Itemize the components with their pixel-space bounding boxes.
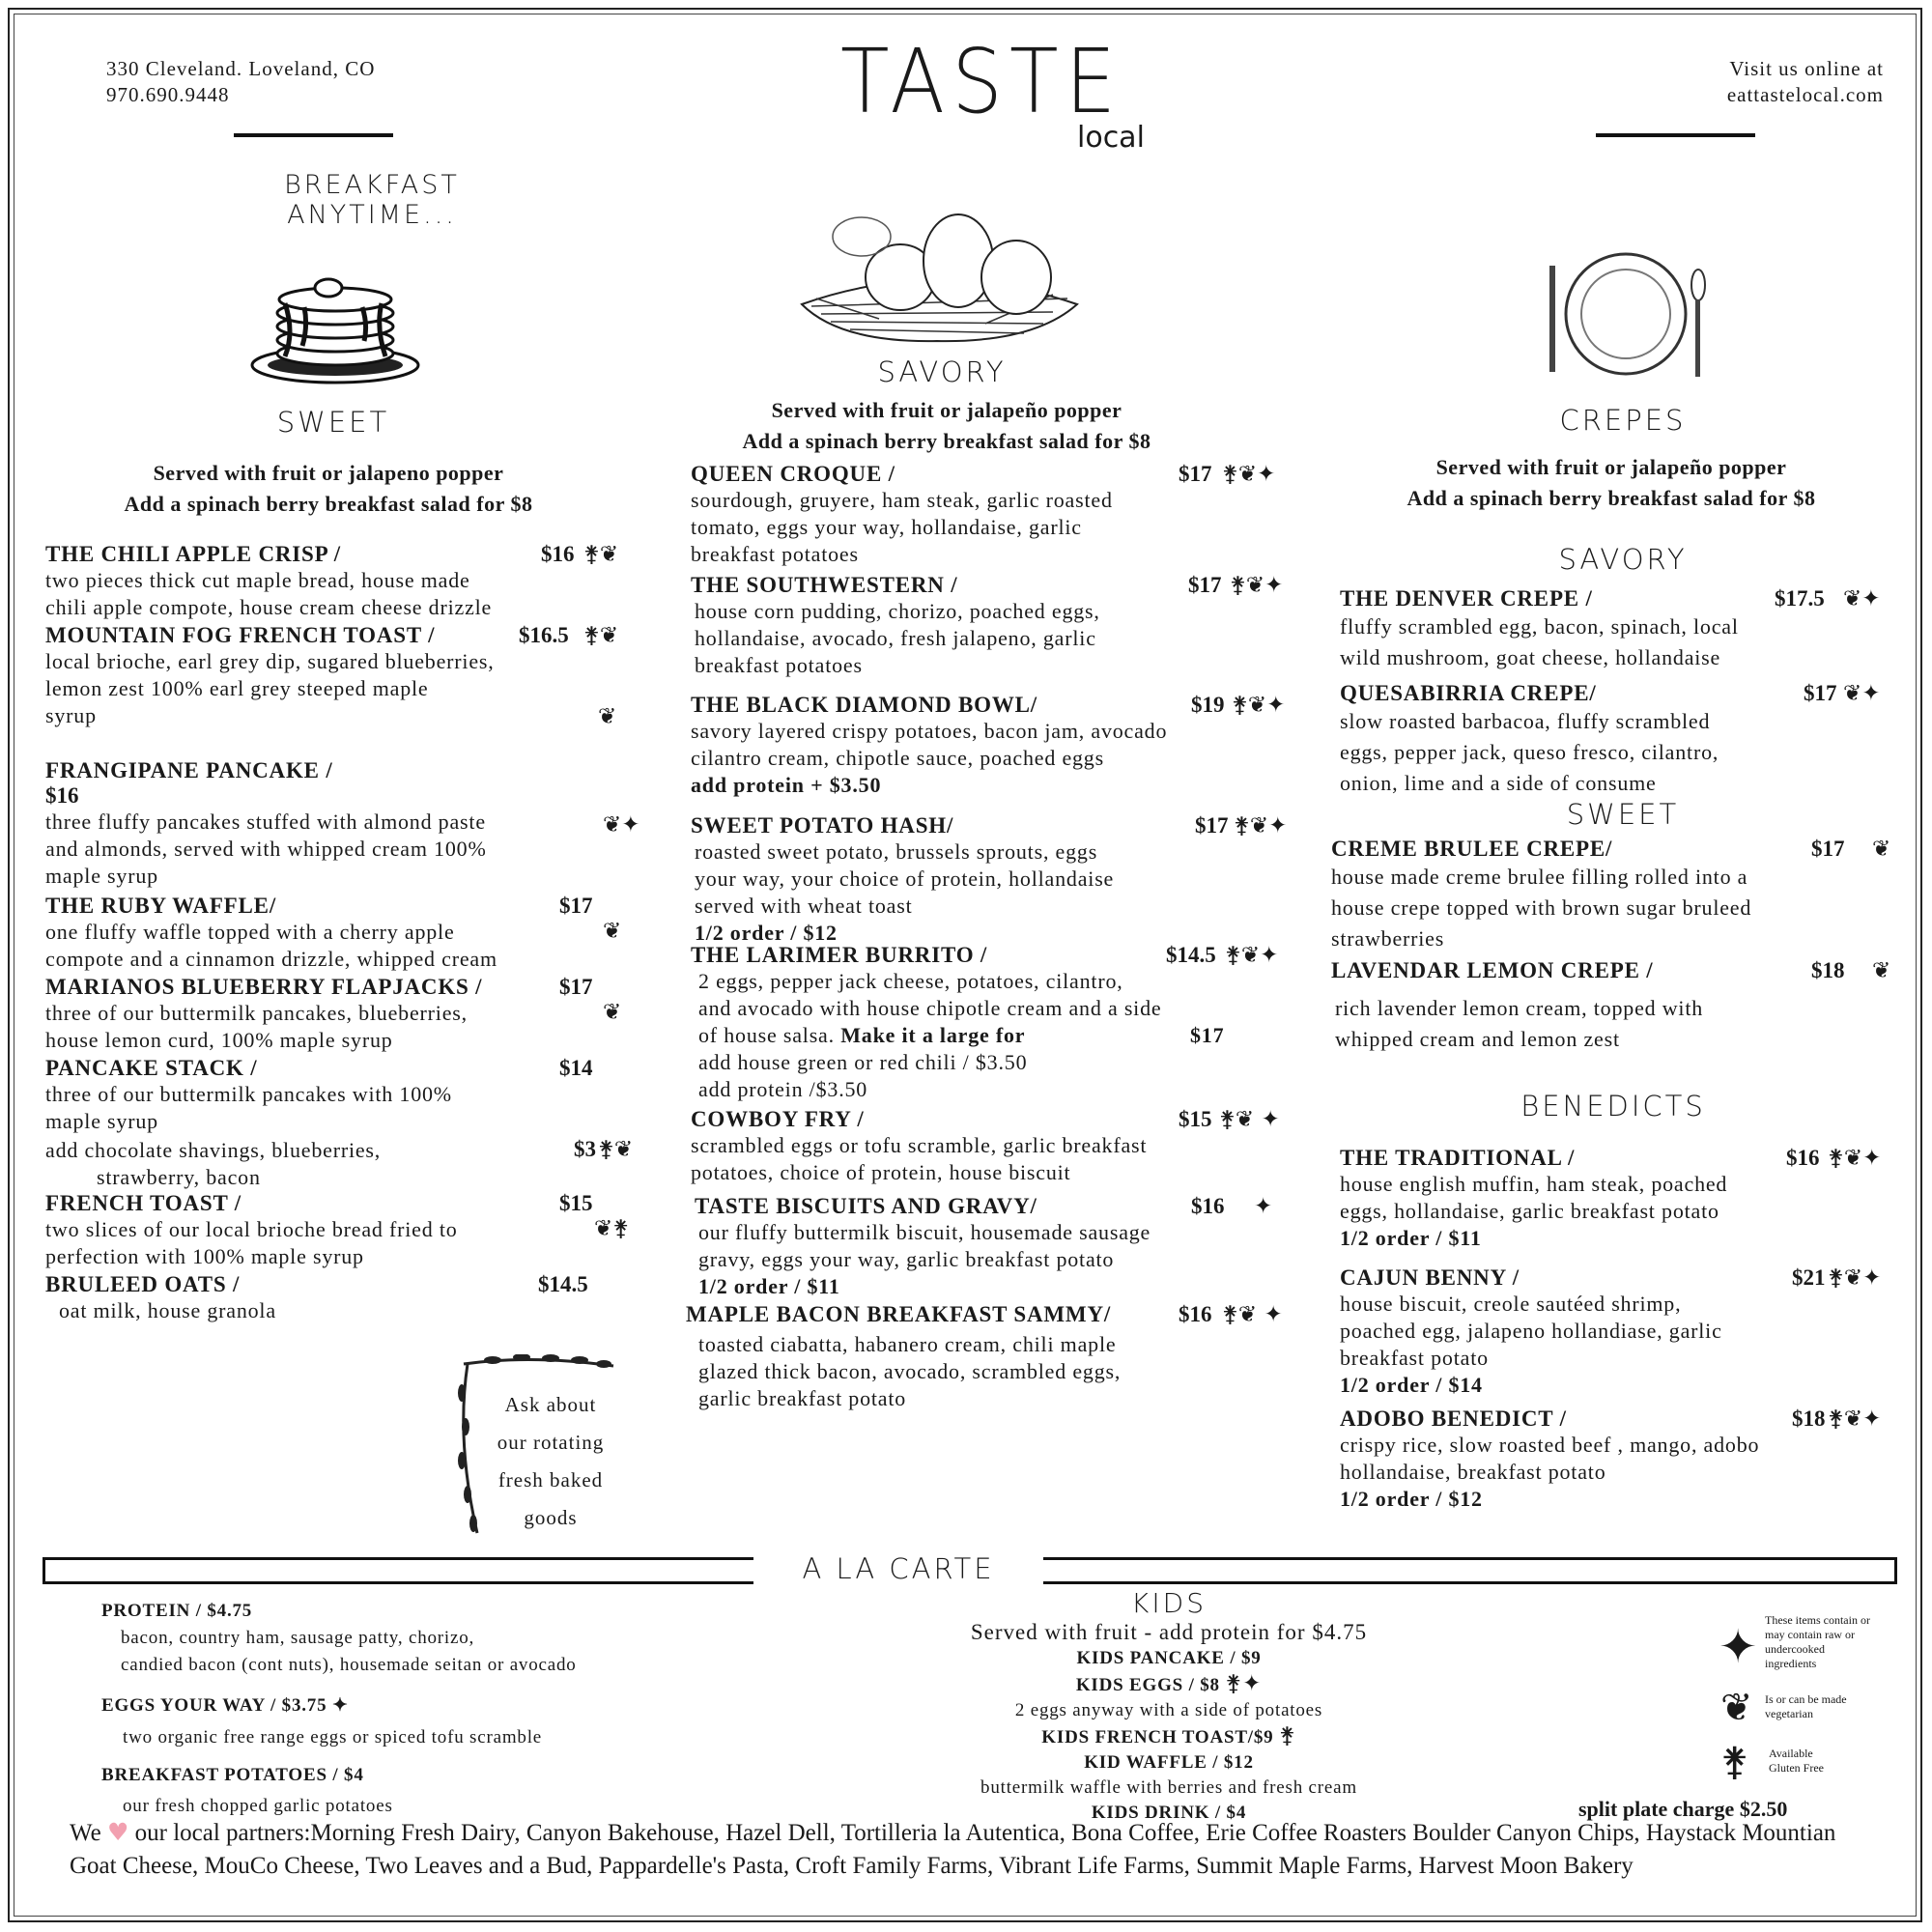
item-desc: breakfast potatoes xyxy=(695,653,863,677)
savory-served xyxy=(657,395,1236,457)
sweet-served-line2: Add a spinach berry breakfast salad for $8 xyxy=(124,492,533,516)
item-desc: 2 eggs, pepper jack cheese, potatoes, cilantro, xyxy=(698,969,1123,993)
eggs-nest-illustration xyxy=(792,198,1087,343)
menu-item xyxy=(1340,681,1890,797)
menu-item xyxy=(45,758,640,894)
item-price: $16 xyxy=(541,542,575,566)
leaf-icon: ❦ xyxy=(1245,573,1265,598)
legend-line: ingredients xyxy=(1765,1657,1817,1670)
leaf-icon: ❦ xyxy=(613,1137,634,1162)
menu-item xyxy=(45,1056,635,1137)
item-extra: 1/2 order / $14 xyxy=(1340,1373,1483,1397)
item-name: THE RUBY WAFFLE/ xyxy=(45,894,277,918)
item-price: $16 xyxy=(1786,1146,1820,1170)
ask-about-note xyxy=(478,1386,623,1537)
item-desc: hollandaise, breakfast potato xyxy=(1340,1460,1606,1484)
alc-item-desc: our fresh chopped garlic potatoes xyxy=(123,1796,393,1816)
item-desc: breakfast potatoes xyxy=(691,542,859,566)
item-desc: one fluffy waffle topped with a cherry apple xyxy=(45,920,455,944)
large-price: $17 xyxy=(1190,1023,1225,1047)
savory-served-line2: Add a spinach berry breakfast salad for $8 xyxy=(742,429,1151,453)
sweet-served-line1: Served with fruit or jalapeno popper xyxy=(153,461,504,485)
alc-item-name: PROTEIN / $4.75 xyxy=(101,1601,253,1621)
partners-prefix: We xyxy=(70,1820,101,1846)
item-name: MOUNTAIN FOG FRENCH TOAST / xyxy=(45,623,436,647)
item-desc: breakfast potato xyxy=(1340,1346,1489,1370)
item-name: THE CHILI APPLE CRISP / xyxy=(45,542,341,566)
four-point-star-icon: ✦ xyxy=(1242,1671,1263,1696)
wheat-icon: ⚵❦ xyxy=(583,623,619,648)
divider-right xyxy=(1596,133,1755,137)
item-desc: house corn pudding, chorizo, poached eggs, xyxy=(695,599,1100,623)
legend-raw-text xyxy=(1765,1613,1900,1671)
item-extra: 1/2 order / $11 xyxy=(1340,1226,1482,1250)
item-desc: potatoes, choice of protein, house biscuit xyxy=(691,1160,1071,1184)
four-point-star-icon: ✦ xyxy=(1719,1620,1758,1674)
leaf-icon: ❦ xyxy=(603,919,622,944)
sweet-title: SWEET xyxy=(276,406,390,439)
item-name: MAPLE BACON BREAKFAST SAMMY/ xyxy=(686,1302,1112,1326)
menu-item xyxy=(691,943,1309,1107)
crepes-served xyxy=(1321,452,1901,514)
menu-item xyxy=(691,813,1309,943)
leaf-icon: ❦ xyxy=(1872,837,1891,862)
leaf-icon: ❦ xyxy=(1249,813,1269,838)
crepes-sweet-list xyxy=(1331,837,1901,1055)
item-price: $18 xyxy=(1811,958,1845,982)
item-desc: three fluffy pancakes stuffed with almond paste xyxy=(45,810,486,834)
menu-item xyxy=(691,1107,1309,1194)
kids-line: KID WAFFLE / $12 xyxy=(1084,1752,1254,1773)
alc-item xyxy=(101,1689,836,1752)
crepes-served-line2: Add a spinach berry breakfast salad for $8 xyxy=(1406,486,1816,510)
four-point-star-icon: ✦ xyxy=(1862,1265,1882,1291)
legend xyxy=(1715,1613,1908,1789)
item-desc: perfection with 100% maple syrup xyxy=(45,1244,364,1268)
item-name: QUESABIRRIA CREPE/ xyxy=(1340,681,1597,705)
item-name: LAVENDAR LEMON CREPE / xyxy=(1331,958,1654,982)
item-desc: savory layered crispy potatoes, bacon jam, avocado xyxy=(691,719,1168,743)
legend-line: may contain raw or xyxy=(1765,1628,1855,1641)
breakfast-anytime-title: BREAKFAST ANYTIME... xyxy=(284,170,460,230)
website-line2: eattastelocal.com xyxy=(1726,83,1884,106)
menu-item xyxy=(1331,958,1901,1055)
item-price: $18 xyxy=(1792,1406,1826,1431)
wheat-icon: ⚵❦✦ xyxy=(1222,462,1276,487)
four-point-star-icon: ✦ xyxy=(1264,1302,1283,1327)
item-desc: eggs, pepper jack, queso fresco, cilantro, xyxy=(1340,740,1719,764)
alc-item xyxy=(101,1598,836,1679)
item-desc: house lemon curd, 100% maple syrup xyxy=(45,1028,393,1052)
item-extra: 1/2 order / $12 xyxy=(695,921,838,945)
item-price: $16 xyxy=(1179,1302,1212,1326)
alc-item-desc: two organic free range eggs or spiced tofu scramble xyxy=(123,1727,543,1747)
alc-item-desc: candied bacon (cont nuts), housemade seitan or avocado xyxy=(121,1655,577,1675)
menu-item xyxy=(691,573,1309,693)
a-la-carte-list xyxy=(101,1598,836,1820)
item-addon: add house green or red chili / $3.50 xyxy=(698,1050,1028,1074)
item-price: $17 xyxy=(559,975,593,999)
kids-line: KIDS DRINK / $4 xyxy=(1091,1803,1247,1823)
item-extra: 1/2 order / $12 xyxy=(1340,1487,1483,1511)
item-desc: slow roasted barbacoa, fluffy scrambled xyxy=(1340,709,1711,733)
menu-item xyxy=(45,1272,635,1326)
item-desc: tomato, eggs your way, hollandaise, garlic xyxy=(691,515,1082,539)
item-name: THE SOUTHWESTERN / xyxy=(691,573,958,597)
item-price: $17 xyxy=(559,894,593,918)
item-price: $21 xyxy=(1792,1265,1826,1290)
wheat-icon: ⚵❦✦ xyxy=(1828,1406,1882,1432)
wheat-icon: ⚵❦ xyxy=(583,542,619,567)
alc-item xyxy=(101,1758,836,1820)
menu-item xyxy=(1340,1406,1900,1520)
crepes-title: CREPES xyxy=(1559,404,1687,437)
item-desc: onion, lime and a side of consume xyxy=(1340,771,1657,795)
item-desc: house made creme brulee filling rolled into a xyxy=(1331,865,1748,889)
item-desc: toasted ciabatta, habanero cream, chili maple xyxy=(698,1332,1117,1356)
ask-line: Ask about xyxy=(504,1393,597,1416)
four-point-star-icon: ✦ xyxy=(1261,1107,1280,1132)
item-desc: and avocado with house chipotle cream and a side xyxy=(698,996,1162,1020)
wheat-icon: ⚵ xyxy=(612,1216,630,1241)
crepes-savory-list xyxy=(1340,586,1890,797)
item-name: MARIANOS BLUEBERRY FLAPJACKS / xyxy=(45,975,483,999)
website-block xyxy=(1727,56,1884,108)
four-point-star-icon: ✦ xyxy=(1254,1194,1273,1219)
benedicts-title: BENEDICTS xyxy=(1520,1090,1706,1122)
leaf-icon: ❦ xyxy=(603,1000,622,1025)
item-desc: syrup xyxy=(45,703,97,727)
wheat-icon: ⚵❦✦ xyxy=(1230,573,1284,598)
wheat-icon: ⚵❦✦ xyxy=(1828,1265,1882,1291)
legend-line: These items contain or xyxy=(1765,1613,1870,1627)
item-addon: add protein /$3.50 xyxy=(698,1077,868,1101)
menu-item xyxy=(686,1302,1304,1410)
split-plate-charge: split plate charge $2.50 xyxy=(1578,1797,1788,1821)
item-desc: our fluffy buttermilk biscuit, housemade sausage xyxy=(698,1220,1151,1244)
legend-line: Available xyxy=(1769,1747,1813,1760)
addon-name: add chocolate shavings, blueberries, xyxy=(45,1138,382,1162)
item-name: PANCAKE STACK / xyxy=(45,1056,258,1080)
item-price: $17 xyxy=(1195,813,1229,838)
legend-gf-text xyxy=(1769,1747,1904,1776)
item-desc: poached egg, jalapeno hollandiase, garlic xyxy=(1340,1319,1722,1343)
four-point-star-icon: ✦ xyxy=(1861,586,1881,611)
legend-veg-text xyxy=(1765,1692,1900,1721)
leaf-icon: ❦ xyxy=(1843,1146,1863,1171)
leaf-icon: ❦ xyxy=(1247,693,1267,718)
item-desc: strawberry, bacon xyxy=(97,1165,261,1189)
item-desc: fluffy scrambled egg, bacon, spinach, local xyxy=(1340,614,1739,639)
four-point-star-icon: ✦ xyxy=(1268,813,1288,838)
item-price: $14.5 xyxy=(1166,943,1216,967)
kids-line xyxy=(869,1671,1468,1698)
kids-eggs-label: KIDS EGGS / $8 xyxy=(1075,1675,1220,1695)
item-desc: scrambled eggs or tofu scramble, garlic breakfast xyxy=(691,1133,1148,1157)
leaf-icon: ❦ xyxy=(1720,1686,1753,1730)
divider-left xyxy=(234,133,393,137)
four-point-star-icon: ✦ xyxy=(1862,1146,1882,1171)
item-desc: sourdough, gruyere, ham steak, garlic roasted xyxy=(691,488,1113,512)
item-desc: local brioche, earl grey dip, sugared blueberries, xyxy=(45,649,495,673)
leaf-icon: ❦ xyxy=(1237,1302,1258,1327)
legend-line: Is or can be made xyxy=(1765,1692,1847,1706)
wheat-icon: ⚵❦✦ xyxy=(1232,693,1286,718)
item-name: COWBOY FRY / xyxy=(691,1107,865,1131)
item-price: $16.5 xyxy=(519,623,569,647)
kids-title: KIDS xyxy=(1131,1587,1207,1619)
leaf-icon: ❦ xyxy=(1240,943,1261,968)
address-line: 330 Cleveland. Loveland, CO xyxy=(106,57,376,80)
item-desc: served with wheat toast xyxy=(695,894,913,918)
savory-menu-list xyxy=(686,462,1309,1410)
item-price: $17 xyxy=(1179,462,1212,486)
wheat-icon: ⚵❦✦ xyxy=(1234,813,1288,838)
item-name: FRENCH TOAST / xyxy=(45,1191,242,1215)
large-text: Make it a large for xyxy=(840,1023,1026,1047)
alc-item-desc: bacon, country ham, sausage patty, chorizo, xyxy=(121,1628,475,1648)
leaf-icon: ❦ xyxy=(599,623,619,648)
four-point-star-icon: ✦ xyxy=(1861,681,1881,706)
item-desc: lemon zest 100% earl grey steeped maple xyxy=(45,676,429,700)
menu-item xyxy=(691,462,1309,573)
savory-served-line1: Served with fruit or jalapeño popper xyxy=(771,398,1122,422)
four-point-star-icon: ✦ xyxy=(1862,1406,1882,1432)
legend-raw xyxy=(1715,1613,1908,1681)
website-line1: Visit us online at xyxy=(1729,57,1884,80)
kids-line: buttermilk waffle with berries and fresh cream xyxy=(980,1777,1357,1798)
item-desc: wild mushroom, goat cheese, hollandaise xyxy=(1340,645,1721,669)
local-partners xyxy=(70,1816,1866,1883)
item-desc: hollandaise, avocado, fresh jalapeno, garlic xyxy=(695,626,1096,650)
item-desc: your way, your choice of protein, hollandaise xyxy=(695,867,1115,891)
menu-item xyxy=(45,975,635,1056)
leaf-icon: ❦ xyxy=(1872,958,1891,983)
heart-icon: ♥ xyxy=(106,1818,129,1846)
savory-title: SAVORY xyxy=(877,355,1007,388)
item-extra: 1/2 order / $11 xyxy=(698,1274,840,1298)
item-name: TASTE BISCUITS AND GRAVY/ xyxy=(695,1194,1037,1218)
item-name: SWEET POTATO HASH/ xyxy=(691,813,954,838)
item-desc: crispy rice, slow roasted beef , mango, adobo xyxy=(1340,1433,1760,1457)
alc-item-name: BREAKFAST POTATOES / $4 xyxy=(101,1765,364,1785)
crepes-savory-title: SAVORY xyxy=(1558,543,1688,576)
item-desc: whipped cream and lemon zest xyxy=(1335,1027,1620,1051)
leaf-icon: ❦ xyxy=(598,704,617,729)
item-desc-salsa xyxy=(691,1022,1309,1049)
item-price: $19 xyxy=(1191,693,1225,717)
leaf-icon: ❦ xyxy=(1235,1107,1255,1132)
leaf-icon: ❦✦ xyxy=(1843,681,1881,706)
wheat-icon: ⚵❦ ✦ xyxy=(1222,1302,1283,1327)
item-name: BRULEED OATS / xyxy=(45,1272,241,1296)
wheat-icon: ⚵❦✦ xyxy=(1828,1146,1882,1171)
legend-line: undercooked xyxy=(1765,1642,1825,1656)
item-name: FRANGIPANE PANCAKE / xyxy=(45,758,333,782)
item-desc: oat milk, house granola xyxy=(59,1298,276,1322)
ask-line: our rotating xyxy=(497,1431,605,1454)
partners-text: our local partners:Morning Fresh Dairy, Canyon Bakehouse, Hazel Dell, Tortilleria la Autentica, Bona Coffee, Erie Coffee Roasters Boulder Canyon Chips, Haystack Mountian Goat Cheese, MouCo Cheese, Two Leaves and a Bud, Pappardelle's Pasta, Croft Family Farms, Vibrant Life Farms, Summit Maple Farms, Harvest Moon Bakery xyxy=(70,1820,1836,1879)
wheat-icon: ⚵ xyxy=(1720,1740,1749,1784)
sweet-served xyxy=(39,458,618,520)
kids-line: 2 eggs anyway with a side of potatoes xyxy=(1014,1700,1323,1720)
salsa-text: of house salsa. xyxy=(698,1023,835,1047)
leaf-icon: ❦⚵ xyxy=(594,1216,630,1241)
legend-line: vegetarian xyxy=(1765,1707,1813,1720)
item-name: THE LARIMER BURRITO / xyxy=(691,943,988,967)
menu-item xyxy=(1340,586,1890,681)
crepes-served-line1: Served with fruit or jalapeño popper xyxy=(1435,455,1787,479)
item-price: $17.5 xyxy=(1775,586,1825,611)
item-name: THE DENVER CREPE / xyxy=(1340,586,1593,611)
menu-item xyxy=(45,623,635,758)
ask-line: fresh baked xyxy=(497,1468,604,1492)
wheat-icon: ⚵❦ ✦ xyxy=(1219,1107,1280,1132)
sweet-menu-list xyxy=(45,542,640,1326)
logo-main: TASTE xyxy=(840,30,1123,133)
item-price: $17 xyxy=(1804,681,1837,705)
item-name: THE BLACK DIAMOND BOWL/ xyxy=(691,693,1037,717)
item-desc: gravy, eggs your way, garlic breakfast potato xyxy=(698,1247,1115,1271)
menu-item xyxy=(1340,1265,1900,1406)
item-desc: chili apple compote, house cream cheese drizzle xyxy=(45,595,493,619)
item-name: CREME BRULEE CREPE/ xyxy=(1331,837,1613,861)
wheat-icon: ⚵ xyxy=(1279,1723,1296,1748)
item-price: $17 xyxy=(1811,837,1845,861)
four-point-star-icon: ✦ xyxy=(1266,693,1286,718)
kids-section xyxy=(869,1588,1468,1826)
menu-item xyxy=(691,1194,1309,1302)
leaf-icon: ❦ xyxy=(1237,462,1258,487)
logo-sub: local xyxy=(1077,121,1145,155)
kids-line xyxy=(869,1723,1468,1750)
leaf-icon: ❦ xyxy=(1843,1406,1863,1432)
item-price: $14.5 xyxy=(538,1272,588,1296)
item-price: $3 xyxy=(574,1137,596,1161)
benedicts-list xyxy=(1340,1146,1900,1520)
menu-item xyxy=(45,894,635,975)
item-desc: cilantro cream, chipotle sauce, poached eggs xyxy=(691,746,1104,770)
kids-sub: Served with fruit - add protein for $4.75 xyxy=(970,1620,1368,1644)
alc-item-name: EGGS YOUR WAY / $3.75 ✦ xyxy=(101,1695,349,1716)
menu-item xyxy=(45,542,635,623)
item-price: $16 xyxy=(45,783,79,808)
leaf-icon: ❦✦ xyxy=(1843,586,1881,611)
menu-item-addon xyxy=(45,1137,635,1191)
menu-item xyxy=(1331,837,1901,958)
item-desc: rich lavender lemon cream, topped with xyxy=(1335,996,1704,1020)
item-name: THE TRADITIONAL / xyxy=(1340,1146,1576,1170)
wheat-icon: ⚵❦ xyxy=(598,1137,634,1162)
item-desc: eggs, hollandaise, garlic breakfast potato xyxy=(1340,1199,1719,1223)
item-desc: compote and a cinnamon drizzle, whipped cream xyxy=(45,947,497,971)
kids-line: KIDS PANCAKE / $9 xyxy=(1076,1648,1262,1668)
four-point-star-icon: ✦ xyxy=(1264,573,1284,598)
plate-illustration xyxy=(1544,246,1708,391)
item-desc: and almonds, served with whipped cream 100% xyxy=(45,837,487,861)
item-desc: house crepe topped with brown sugar bruleed xyxy=(1331,895,1752,920)
item-price: $14 xyxy=(559,1056,593,1080)
item-desc: two pieces thick cut maple bread, house made xyxy=(45,568,470,592)
item-name: QUEEN CROQUE / xyxy=(691,462,895,486)
item-desc: strawberries xyxy=(1331,926,1445,951)
pancake-stack-illustration xyxy=(246,269,425,389)
item-price: $15 xyxy=(1179,1107,1212,1131)
menu-item xyxy=(45,1191,635,1272)
item-name: ADOBO BENEDICT / xyxy=(1340,1406,1567,1431)
crepes-sweet-title: SWEET xyxy=(1566,798,1680,831)
legend-veg xyxy=(1715,1687,1908,1737)
wheat-icon: ⚵✦ xyxy=(1225,1671,1263,1696)
item-desc: glazed thick bacon, avocado, scrambled eggs, xyxy=(698,1359,1122,1383)
item-price: $16 xyxy=(1191,1194,1225,1218)
item-desc: maple syrup xyxy=(45,864,158,888)
item-price: $17 xyxy=(1188,573,1222,597)
item-name: CAJUN BENNY / xyxy=(1340,1265,1520,1290)
item-desc: house english muffin, ham steak, poached xyxy=(1340,1172,1728,1196)
item-desc: two slices of our local brioche bread fried to xyxy=(45,1217,458,1241)
item-desc: garlic breakfast potato xyxy=(698,1386,907,1410)
item-desc: roasted sweet potato, brussels sprouts, eggs xyxy=(695,839,1098,864)
address-block xyxy=(106,56,375,108)
item-extra: add protein + $3.50 xyxy=(691,773,882,797)
item-desc: three of our buttermilk pancakes with 100% xyxy=(45,1082,452,1106)
item-desc: house biscuit, creole sautéed shrimp, xyxy=(1340,1292,1682,1316)
item-desc: maple syrup xyxy=(45,1109,158,1133)
kids-french-toast-label: KIDS FRENCH TOAST/$9 xyxy=(1041,1727,1274,1747)
legend-line: Gluten Free xyxy=(1769,1761,1824,1775)
item-price: $15 xyxy=(559,1191,593,1215)
a-la-carte-title: A LA CARTE xyxy=(753,1549,1043,1588)
four-point-star-icon: ✦ xyxy=(621,812,640,838)
ask-line: goods xyxy=(524,1506,578,1529)
menu-item xyxy=(691,693,1309,813)
leaf-icon: ❦ xyxy=(599,542,619,567)
four-point-star-icon: ✦ xyxy=(1257,462,1276,487)
wheat-icon: ⚵❦✦ xyxy=(1225,943,1279,968)
legend-gf xyxy=(1715,1741,1908,1789)
item-desc: three of our buttermilk pancakes, blueberries, xyxy=(45,1001,468,1025)
four-point-star-icon: ✦ xyxy=(1260,943,1279,968)
leaf-icon: ❦✦ xyxy=(603,812,640,838)
leaf-icon: ❦ xyxy=(1843,1265,1863,1291)
menu-item xyxy=(1340,1146,1900,1265)
phone-line: 970.690.9448 xyxy=(106,83,230,106)
